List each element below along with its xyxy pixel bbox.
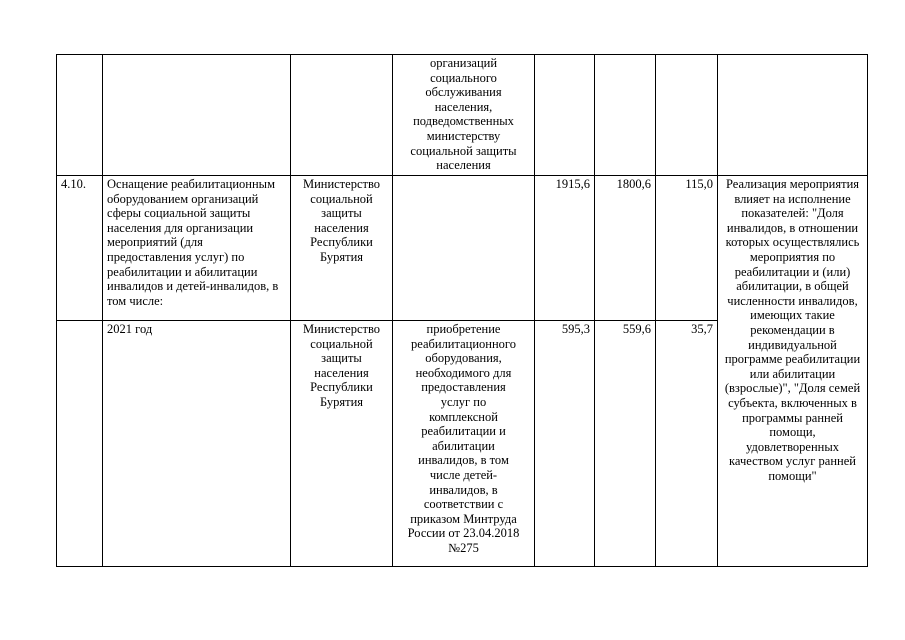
cell-result [718,55,868,176]
republic-value: 115,0 [685,177,713,191]
measure-name: Оснащение реабилитационным оборудованием организаций сферы социальной защиты населения для организации мероприятий (для предоставления услуг) по реабилитации и абилитации инвалидов и детей-инвалидов, в том числе: [107,177,279,308]
total-value: 595,3 [561,322,590,336]
cell-name [103,321,291,567]
executor-text: Министерство социальной защиты населения Республики Бурятия [302,322,381,409]
federal-value: 559,6 [622,322,651,336]
cell-number [57,176,103,321]
cell-event [393,55,535,176]
cell-fed [595,321,656,567]
cell-rep [656,176,718,321]
cell-total [535,321,595,567]
cell-name [103,55,291,176]
event-text: организаций социального обслуживания населения, подведомственных министерству социальной защиты населения [410,56,517,173]
total-value: 1915,6 [555,177,590,191]
cell-event [393,321,535,567]
cell-executor [291,55,393,176]
table-row-4-10 [57,176,868,321]
executor-text: Министерство социальной защиты населения Республики Бурятия [302,177,381,264]
cell-total [535,176,595,321]
year-label: 2021 год [107,322,153,336]
cell-executor [291,176,393,321]
cell-total [535,55,595,176]
cell-fed [595,176,656,321]
cell-executor [291,321,393,567]
cell-event [393,176,535,321]
cell-rep [656,55,718,176]
cell-rep [656,321,718,567]
table-row-continuation [57,55,868,176]
cell-number [57,321,103,567]
cell-fed [595,55,656,176]
result-text: Реализация мероприятия влияет на исполнение показателей: "Доля инвалидов, в отношении которых осуществлялись мероприятия по реабилитации и (или) абилитации, в общей численности инвалидов, имеющих такие рекомендации в индивидуальной программе реабилитации или абилитации (взрослые)", "Доля семей субъекта, включенных в программы ранней помощи, удовлетворенных качеством услуг ранней помощи" [724,177,861,483]
cell-number [57,55,103,176]
cell-name [103,176,291,321]
republic-value: 35,7 [691,322,713,336]
program-table [56,54,868,567]
event-text: приобретение реабилитационного оборудования, необходимого для предоставления услуг по комплексной реабилитации и абилитации инвалидов, в том числе детей- инвалидов, в соответствии с приказом Минтруда России от 23.04.2018 №275 [407,322,520,555]
row-number: 4.10. [61,177,86,191]
cell-result [718,176,868,567]
federal-value: 1800,6 [616,177,651,191]
